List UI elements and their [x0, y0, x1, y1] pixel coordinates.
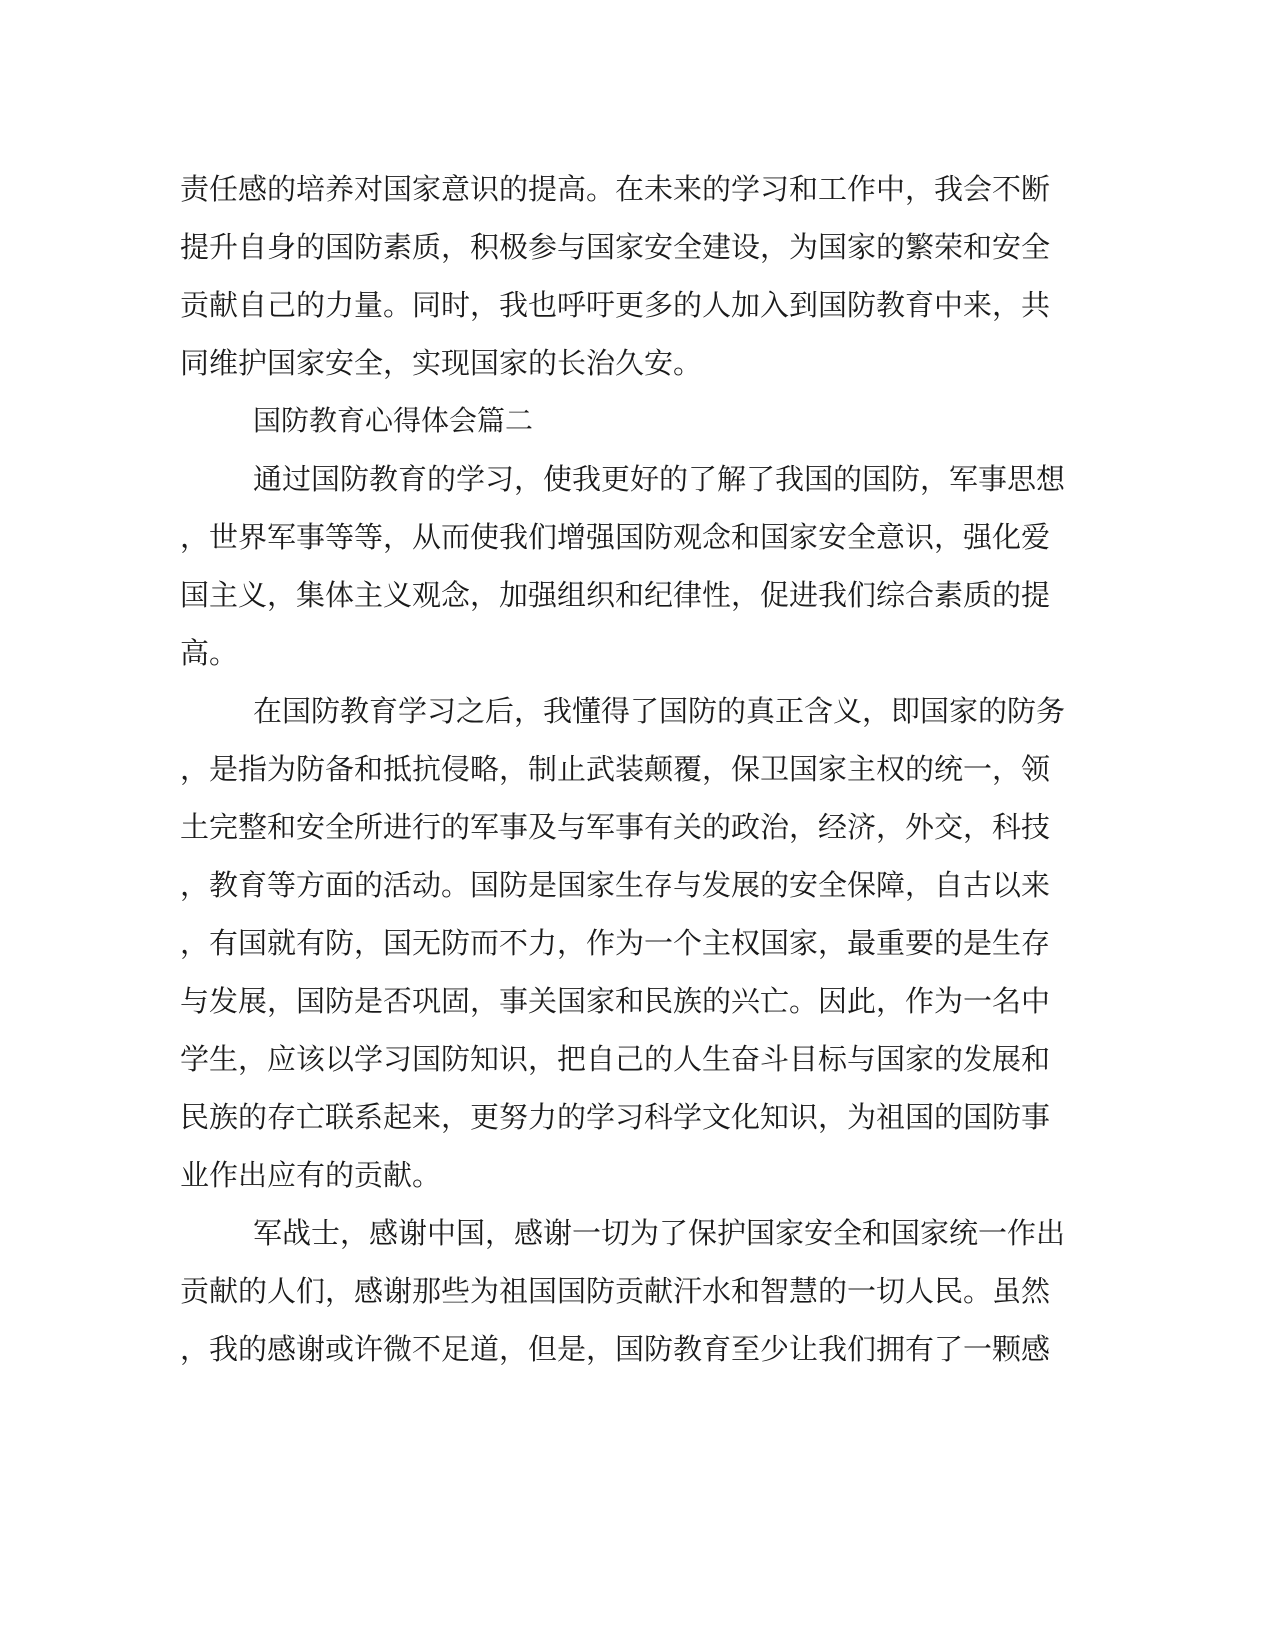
text-line-18: 业作出应有的贡献。: [180, 1158, 442, 1192]
text-line-14: ，有国就有防，国无防而不力，作为一个主权国家，最重要的是生存: [180, 926, 1051, 960]
text-line-12: 土完整和安全所进行的军事及与军事有关的政治，经济，外交，科技: [180, 810, 1051, 844]
text-line-9: 高。: [180, 636, 239, 670]
section-heading: 国防教育心得体会篇二: [253, 404, 534, 437]
text-line-16: 学生，应该以学习国防知识，把自己的人生奋斗目标与国家的发展和: [180, 1042, 1051, 1076]
text-line-15: 与发展，国防是否巩固，事关国家和民族的兴亡。因此，作为一名中: [180, 984, 1051, 1018]
text-line-6: 通过国防教育的学习，使我更好的了解了我国的国防，军事思想: [253, 462, 1066, 496]
text-line-17: 民族的存亡联系起来，更努力的学习科学文化知识，为祖国的国防事: [180, 1100, 1051, 1134]
text-line-10: 在国防教育学习之后，我懂得了国防的真正含义，即国家的防务: [253, 694, 1066, 728]
text-line-19: 军战士，感谢中国，感谢一切为了保护国家安全和国家统一作出: [253, 1216, 1066, 1250]
text-line-4: 同维护国家安全，实现国家的长治久安。: [180, 346, 703, 380]
text-line-1: 责任感的培养对国家意识的提高。在未来的学习和工作中，我会不断: [180, 172, 1051, 206]
text-line-2: 提升自身的国防素质，积极参与国家安全建设，为国家的繁荣和安全: [180, 230, 1051, 264]
text-line-20: 贡献的人们，感谢那些为祖国国防贡献汗水和智慧的一切人民。虽然: [180, 1274, 1051, 1308]
text-line-7: ，世界军事等等，从而使我们增强国防观念和国家安全意识，强化爱: [180, 520, 1051, 554]
text-line-13: ，教育等方面的活动。国防是国家生存与发展的安全保障，自古以来: [180, 868, 1051, 902]
text-line-11: ，是指为防备和抵抗侵略，制止武装颠覆，保卫国家主权的统一，领: [180, 752, 1051, 786]
text-line-3: 贡献自己的力量。同时，我也呼吁更多的人加入到国防教育中来，共: [180, 288, 1051, 322]
document-body: [180, 160, 1066, 1378]
text-line-21: ，我的感谢或许微不足道，但是，国防教育至少让我们拥有了一颗感: [180, 1332, 1051, 1366]
text-line-8: 国主义，集体主义观念，加强组织和纪律性，促进我们综合素质的提: [180, 578, 1051, 612]
